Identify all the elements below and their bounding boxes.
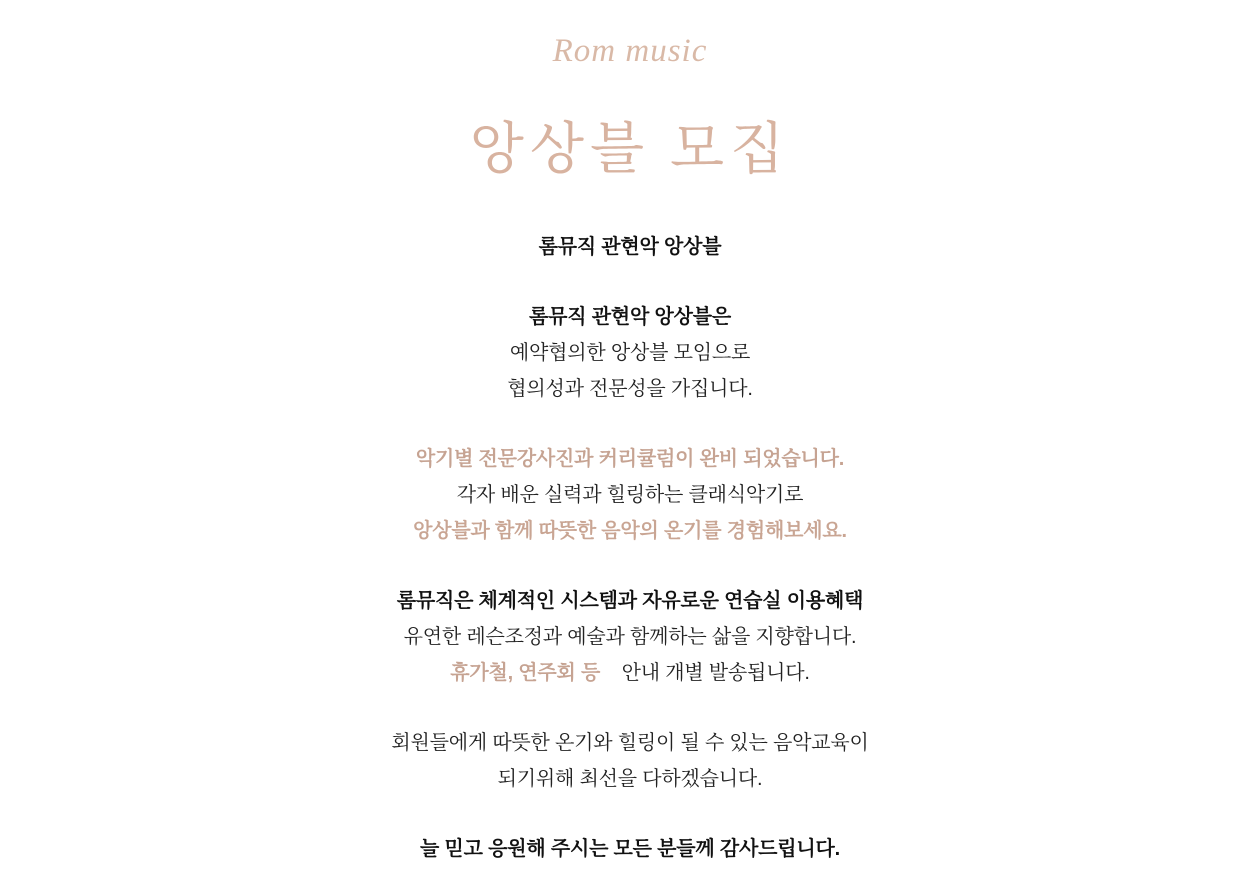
intro-line-1: 롬뮤직 관현악 앙상블은 [529,306,731,329]
body-content [0,181,1260,867]
intro-line-3: 협의성과 전문성을 가집니다. [507,378,753,401]
thanks-block [0,831,1260,867]
curriculum-line-2: 각자 배운 실력과 힐링하는 클래식악기로 [456,484,804,507]
curriculum-line-3: 앙상블과 함께 따뜻한 음악의 온기를 경험해보세요. [413,520,847,543]
benefits-line-1: 롬뮤직은 체계적인 시스템과 자유로운 연습실 이용혜택 [396,590,864,613]
mission-line-2: 되기위해 최선을 다하겠습니다. [497,768,763,791]
thanks-line: 늘 믿고 응원해 주시는 모든 분들께 감사드립니다. [420,838,840,861]
benefits-block [0,583,1260,691]
benefits-line-3-accent: 휴가철, 연주회 등 [450,662,601,685]
benefits-line-3 [0,655,1260,691]
spacer [0,265,1260,299]
benefits-line-3-plain: 안내 개별 발송됩니다. [621,662,810,685]
brand-logo: Rom music [552,33,708,69]
spacer [0,691,1260,725]
page-title: 앙상블 모집 [469,118,791,181]
curriculum-line-1: 악기별 전문강사진과 커리큘럼이 완비 되었습니다. [415,448,845,471]
spacer [0,549,1260,583]
subtitle: 롬뮤직 관현악 앙상블 [538,236,722,259]
curriculum-block [0,441,1260,549]
benefits-line-2: 유연한 레슨조정과 예술과 함께하는 삶을 지향합니다. [403,626,857,649]
subtitle-block [0,229,1260,265]
mission-block [0,725,1260,797]
mission-line-1: 회원들에게 따뜻한 온기와 힐링이 될 수 있는 음악교육이 [391,732,869,755]
spacer [0,797,1260,831]
intro-line-2: 예약협의한 앙상블 모임으로 [509,342,751,365]
intro-block [0,299,1260,407]
spacer [0,407,1260,441]
